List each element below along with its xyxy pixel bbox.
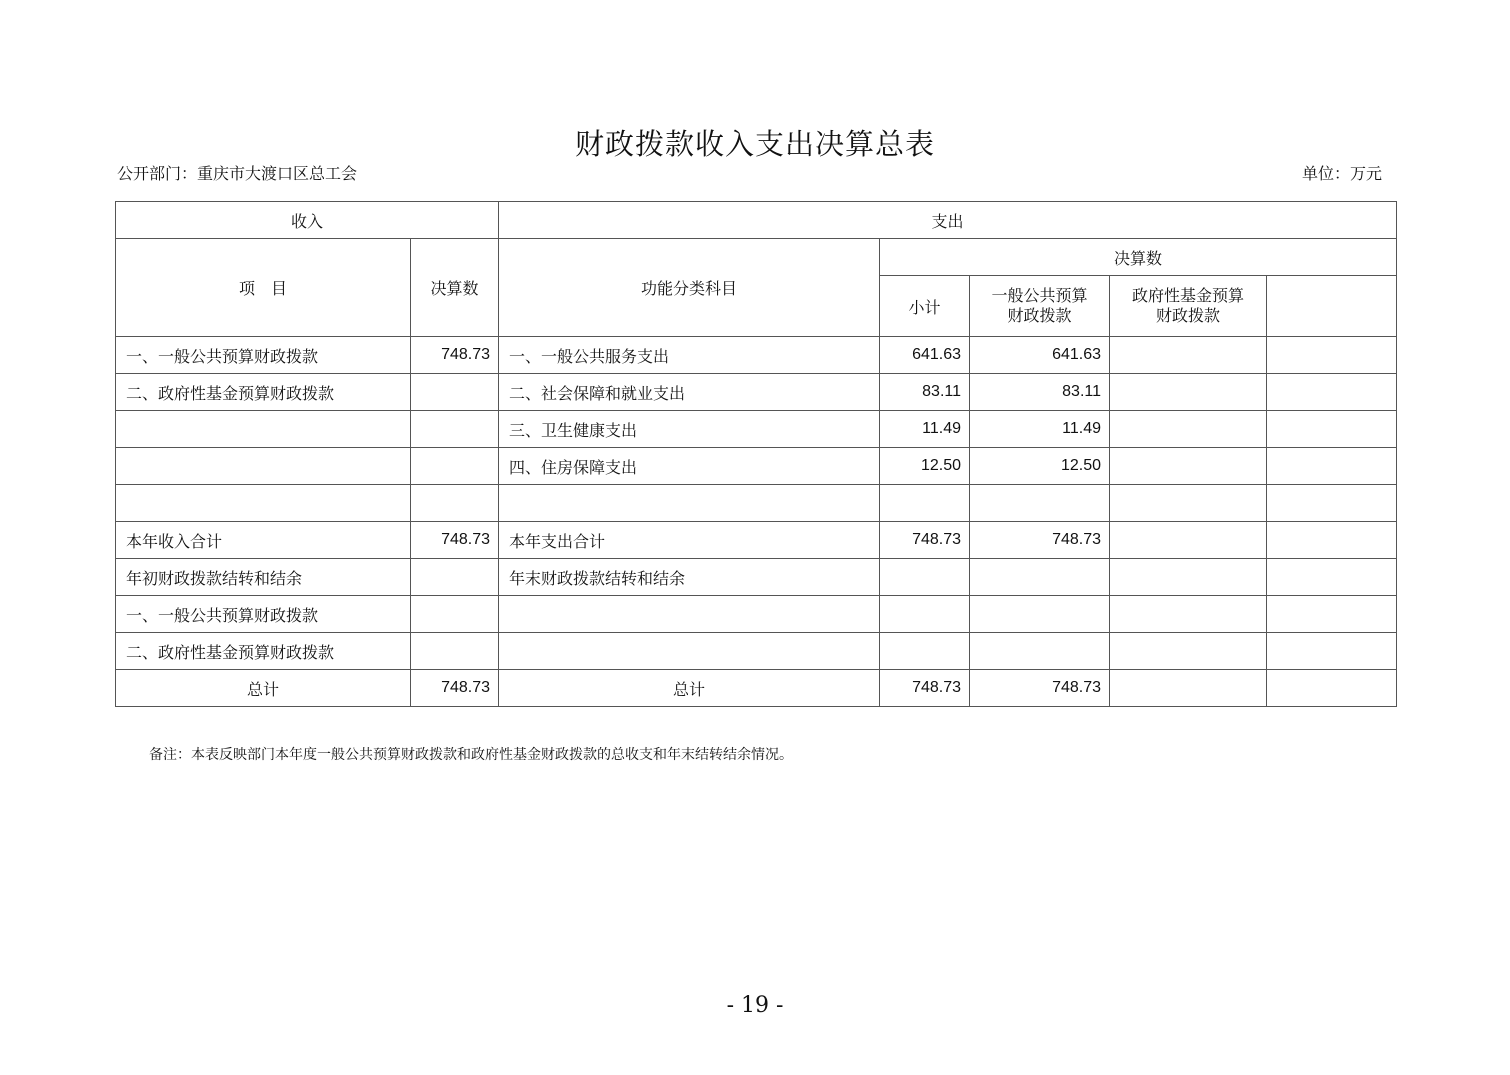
income-amount-cell xyxy=(411,596,499,633)
general-budget-cell: 83.11 xyxy=(970,374,1110,411)
gov-fund-cell xyxy=(1110,337,1267,374)
subtotal-cell xyxy=(880,485,970,522)
income-amount-cell xyxy=(411,559,499,596)
subtotal-cell: 12.50 xyxy=(880,448,970,485)
subtotal-header: 小计 xyxy=(880,276,970,337)
extra-cell xyxy=(1267,559,1397,596)
footnote: 备注：本表反映部门本年度一般公共预算财政拨款和政府性基金财政拨款的总收支和年末结转结余情况。 xyxy=(149,747,793,763)
general-budget-cell xyxy=(970,559,1110,596)
subtotal-cell: 641.63 xyxy=(880,337,970,374)
gov-fund-cell xyxy=(1110,596,1267,633)
gov-fund-cell xyxy=(1110,485,1267,522)
income-amount-cell xyxy=(411,411,499,448)
income-amount-cell xyxy=(411,374,499,411)
general-budget-header-line1: 一般公共预算 xyxy=(991,286,1088,305)
gov-fund-header xyxy=(1110,276,1267,337)
function-category-header: 功能分类科目 xyxy=(499,239,880,337)
header-row-2 xyxy=(116,239,1397,276)
expense-item-cell xyxy=(499,633,880,670)
subtotal-cell xyxy=(880,596,970,633)
unit-label: 单位：万元 xyxy=(1302,164,1383,183)
table-row xyxy=(116,411,1397,448)
table-row xyxy=(116,522,1397,559)
expense-item-cell: 三、卫生健康支出 xyxy=(499,411,880,448)
extra-cell xyxy=(1267,337,1397,374)
expense-header: 支出 xyxy=(499,202,1397,239)
income-amount-cell: 748.73 xyxy=(411,337,499,374)
gov-fund-cell xyxy=(1110,559,1267,596)
gov-fund-cell xyxy=(1110,633,1267,670)
item-header: 项 目 xyxy=(116,239,411,337)
income-amount-cell xyxy=(411,448,499,485)
total-extra-cell xyxy=(1267,670,1397,707)
general-budget-cell xyxy=(970,485,1110,522)
table-row xyxy=(116,337,1397,374)
income-item-cell: 一、一般公共预算财政拨款 xyxy=(116,596,411,633)
expense-item-cell: 二、社会保障和就业支出 xyxy=(499,374,880,411)
page-number: - 19 - xyxy=(726,993,784,1018)
gov-fund-cell xyxy=(1110,448,1267,485)
table-row xyxy=(116,448,1397,485)
subtotal-cell: 83.11 xyxy=(880,374,970,411)
expense-item-cell: 一、一般公共服务支出 xyxy=(499,337,880,374)
total-general-cell: 748.73 xyxy=(970,670,1110,707)
gov-fund-header-line2: 财政拨款 xyxy=(1156,306,1221,325)
general-budget-cell: 11.49 xyxy=(970,411,1110,448)
subtotal-cell: 748.73 xyxy=(880,522,970,559)
department-label: 公开部门：重庆市大渡口区总工会 xyxy=(117,164,358,183)
table-row xyxy=(116,485,1397,522)
total-subtotal-cell: 748.73 xyxy=(880,670,970,707)
general-budget-header-line2: 财政拨款 xyxy=(1007,306,1072,325)
income-total-label: 总计 xyxy=(116,670,411,707)
gov-fund-cell xyxy=(1110,522,1267,559)
total-row xyxy=(116,670,1397,707)
extra-cell xyxy=(1267,448,1397,485)
income-item-cell: 年初财政拨款结转和结余 xyxy=(116,559,411,596)
extra-cell xyxy=(1267,411,1397,448)
income-item-cell: 本年收入合计 xyxy=(116,522,411,559)
fiscal-summary-table xyxy=(115,201,1397,707)
final-amount-group-header: 决算数 xyxy=(880,239,1397,276)
table-row xyxy=(116,596,1397,633)
expense-item-cell: 本年支出合计 xyxy=(499,522,880,559)
income-item-cell: 二、政府性基金预算财政拨款 xyxy=(116,633,411,670)
income-total-amount: 748.73 xyxy=(411,670,499,707)
gov-fund-cell xyxy=(1110,374,1267,411)
table-row xyxy=(116,633,1397,670)
expense-item-cell xyxy=(499,596,880,633)
subtotal-cell: 11.49 xyxy=(880,411,970,448)
subtotal-cell xyxy=(880,633,970,670)
general-budget-cell xyxy=(970,633,1110,670)
income-amount-header: 决算数 xyxy=(411,239,499,337)
general-budget-cell: 12.50 xyxy=(970,448,1110,485)
income-item-cell xyxy=(116,485,411,522)
gov-fund-cell xyxy=(1110,411,1267,448)
gov-fund-header-line1: 政府性基金预算 xyxy=(1132,286,1245,305)
income-amount-cell: 748.73 xyxy=(411,522,499,559)
income-header: 收入 xyxy=(116,202,499,239)
income-item-cell: 二、政府性基金预算财政拨款 xyxy=(116,374,411,411)
total-gov-fund-cell xyxy=(1110,670,1267,707)
general-budget-cell: 641.63 xyxy=(970,337,1110,374)
extra-header xyxy=(1267,276,1397,337)
subtotal-cell xyxy=(880,559,970,596)
extra-cell xyxy=(1267,522,1397,559)
page-title: 财政拨款收入支出决算总表 xyxy=(574,127,935,161)
expense-item-cell: 四、住房保障支出 xyxy=(499,448,880,485)
general-budget-cell xyxy=(970,596,1110,633)
expense-item-cell: 年末财政拨款结转和结余 xyxy=(499,559,880,596)
extra-cell xyxy=(1267,596,1397,633)
income-item-cell xyxy=(116,411,411,448)
expense-item-cell xyxy=(499,485,880,522)
extra-cell xyxy=(1267,374,1397,411)
expense-total-label: 总计 xyxy=(499,670,880,707)
income-item-cell xyxy=(116,448,411,485)
extra-cell xyxy=(1267,485,1397,522)
income-amount-cell xyxy=(411,485,499,522)
table-row xyxy=(116,559,1397,596)
general-budget-cell: 748.73 xyxy=(970,522,1110,559)
income-item-cell: 一、一般公共预算财政拨款 xyxy=(116,337,411,374)
table-row xyxy=(116,374,1397,411)
header-row-1 xyxy=(116,202,1397,239)
extra-cell xyxy=(1267,633,1397,670)
income-amount-cell xyxy=(411,633,499,670)
general-budget-header xyxy=(970,276,1110,337)
